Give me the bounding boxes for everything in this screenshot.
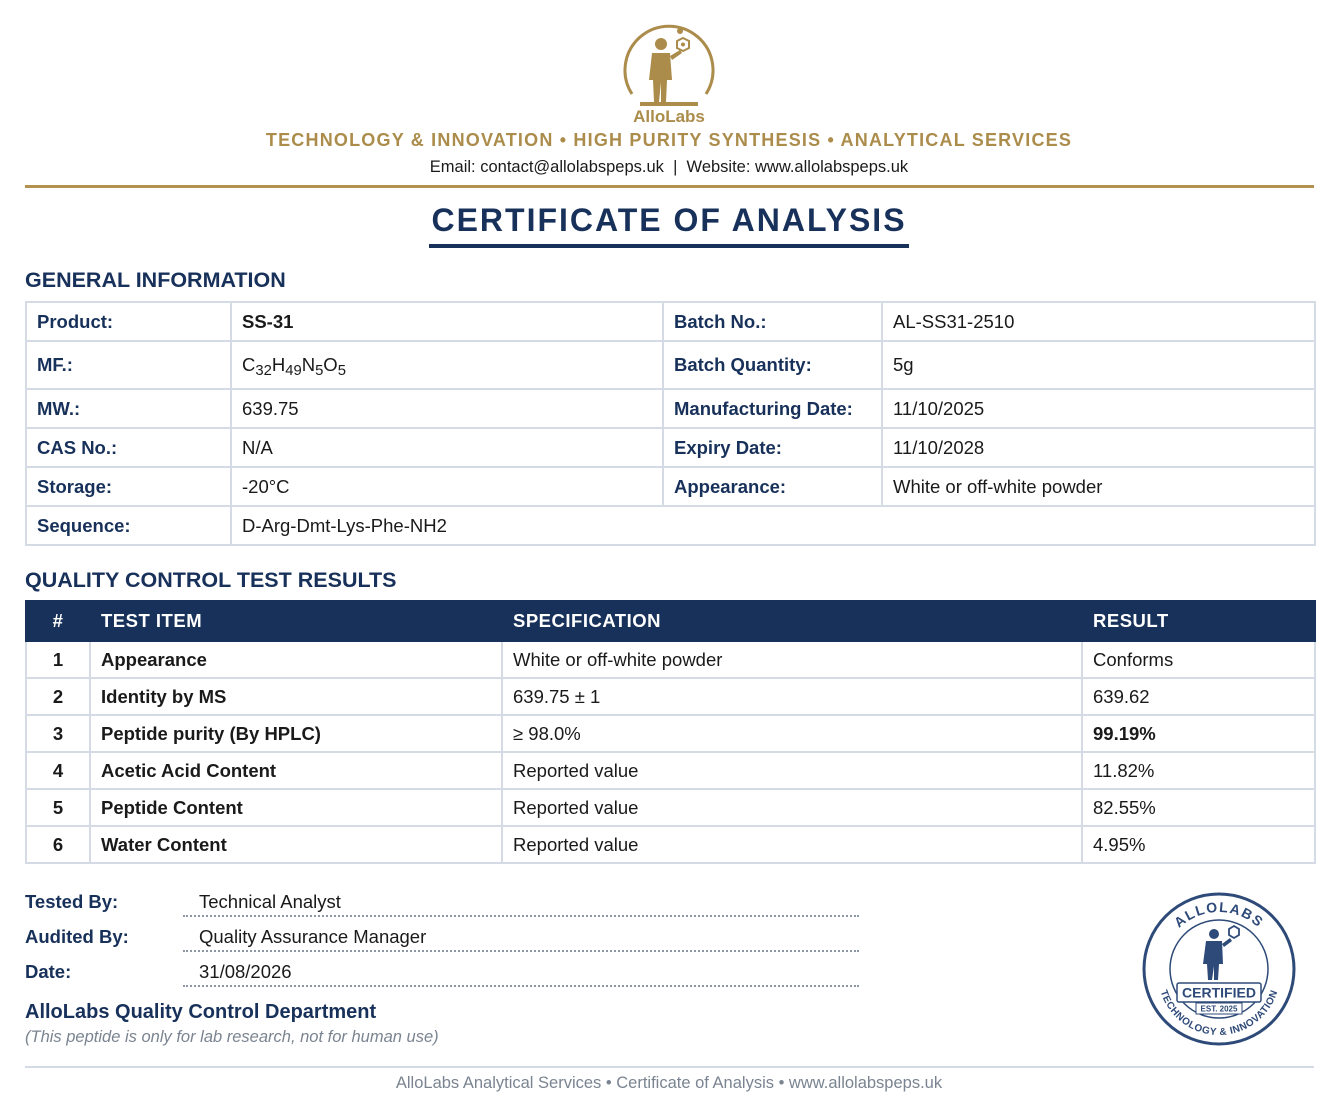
qc-results-heading: QUALITY CONTROL TEST RESULTS [25,568,397,592]
result: 11.82% [1082,752,1315,789]
batch-label: Batch No.: [663,302,882,341]
test-item: Peptide Content [90,789,502,826]
table-row [26,789,1315,826]
specification: Reported value [502,752,1082,789]
manufacturing-date-value: 11/10/2025 [882,389,1315,428]
certified-seal [1140,890,1298,1053]
test-item: Water Content [90,826,502,863]
mf-n-2: 5 [315,363,324,379]
table-row [26,506,1315,545]
appearance-value: White or off-white powder [882,467,1315,506]
general-info-table [25,301,1316,546]
batch-quantity-value: 5g [882,341,1315,389]
mf-el-2: N [301,354,316,375]
col-header-number: # [26,601,90,641]
cas-label: CAS No.: [26,428,231,467]
mw-value: 639.75 [231,389,663,428]
mf-n-3: 5 [337,363,346,379]
product-label: Product: [26,302,231,341]
expiry-date-label: Expiry Date: [663,428,882,467]
specification: White or off-white powder [502,641,1082,678]
table-row [26,302,1315,341]
mf-value [231,341,663,389]
row-number: 6 [26,826,90,863]
storage-label: Storage: [26,467,231,506]
footer-divider [25,1066,1314,1068]
seal-center-text: CERTIFIED [1182,984,1256,1001]
audited-by-value: Quality Assurance Manager [183,926,859,952]
result: Conforms [1082,641,1315,678]
col-header-specification: SPECIFICATION [502,601,1082,641]
svg-text:AlloLabs: AlloLabs [633,107,705,126]
date-label: Date: [25,961,72,982]
batch-value: AL-SS31-2510 [882,302,1315,341]
row-number: 3 [26,715,90,752]
audited-by-row [25,926,865,956]
seal-bottom-text: TECHNOLOGY & INNOVATION [1157,988,1281,1039]
header-divider [25,185,1314,188]
mf-el-1: H [271,354,286,375]
result: 639.62 [1082,678,1315,715]
department-name: AlloLabs Quality Control Department [25,1001,377,1023]
col-header-result: RESULT [1082,601,1315,641]
row-number: 4 [26,752,90,789]
cas-value: N/A [231,428,663,467]
table-row [26,752,1315,789]
result: 99.19% [1082,715,1315,752]
page-footer: AlloLabs Analytical Services • Certificate of Analysis • www.allolabspeps.uk [395,1074,943,1092]
batch-quantity-label: Batch Quantity: [663,341,882,389]
document-title: CERTIFICATE OF ANALYSIS [429,202,908,248]
company-tagline: TECHNOLOGY & INNOVATION • HIGH PURITY SYNTHESIS • ANALYTICAL SERVICES [265,130,1073,150]
document-title-wrap [0,202,1338,248]
tested-by-value: Technical Analyst [183,891,859,917]
specification: Reported value [502,789,1082,826]
specification: 639.75 ± 1 [502,678,1082,715]
test-item: Appearance [90,641,502,678]
table-row [26,341,1315,389]
table-row [26,641,1315,678]
audited-by-label: Audited By: [25,926,129,947]
allolabs-logo-icon [614,22,724,126]
col-header-test-item: TEST ITEM [90,601,502,641]
table-row [26,826,1315,863]
mw-label: MW.: [26,389,231,428]
mf-el-0: C [242,354,256,375]
row-number: 5 [26,789,90,826]
brand-logo [0,22,1338,126]
tested-by-row [25,891,865,921]
specification: Reported value [502,826,1082,863]
manufacturing-date-label: Manufacturing Date: [663,389,882,428]
seal-est-text: EST. 2025 [1200,1004,1238,1014]
storage-value: -20°C [231,467,663,506]
row-number: 1 [26,641,90,678]
sequence-value: D-Arg-Dmt-Lys-Phe-NH2 [231,506,1315,545]
contact-line: Email: contact@allolabspeps.uk | Website: www.allolabspeps.uk [429,158,909,176]
table-row [26,678,1315,715]
mf-el-3: O [323,354,338,375]
sequence-label: Sequence: [26,506,231,545]
appearance-label: Appearance: [663,467,882,506]
research-disclaimer: (This peptide is only for lab research, not for human use) [25,1028,439,1046]
test-item: Peptide purity (By HPLC) [90,715,502,752]
result: 4.95% [1082,826,1315,863]
row-number: 2 [26,678,90,715]
tested-by-label: Tested By: [25,891,119,912]
table-row [26,467,1315,506]
date-value: 31/08/2026 [183,961,859,987]
mf-n-1: 49 [285,363,302,379]
specification: ≥ 98.0% [502,715,1082,752]
expiry-date-value: 11/10/2028 [882,428,1315,467]
product-value: SS-31 [231,302,663,341]
table-row [26,715,1315,752]
certified-seal-icon [1140,890,1298,1048]
table-row [26,428,1315,467]
mf-n-0: 32 [255,363,272,379]
date-row [25,961,865,991]
test-item: Acetic Acid Content [90,752,502,789]
result: 82.55% [1082,789,1315,826]
general-info-heading: GENERAL INFORMATION [25,268,286,292]
qc-results-table [25,600,1316,864]
table-header-row [26,601,1315,641]
test-item: Identity by MS [90,678,502,715]
mf-label: MF.: [26,341,231,389]
table-row [26,389,1315,428]
seal-top-text: ALLOLABS [1170,898,1268,931]
